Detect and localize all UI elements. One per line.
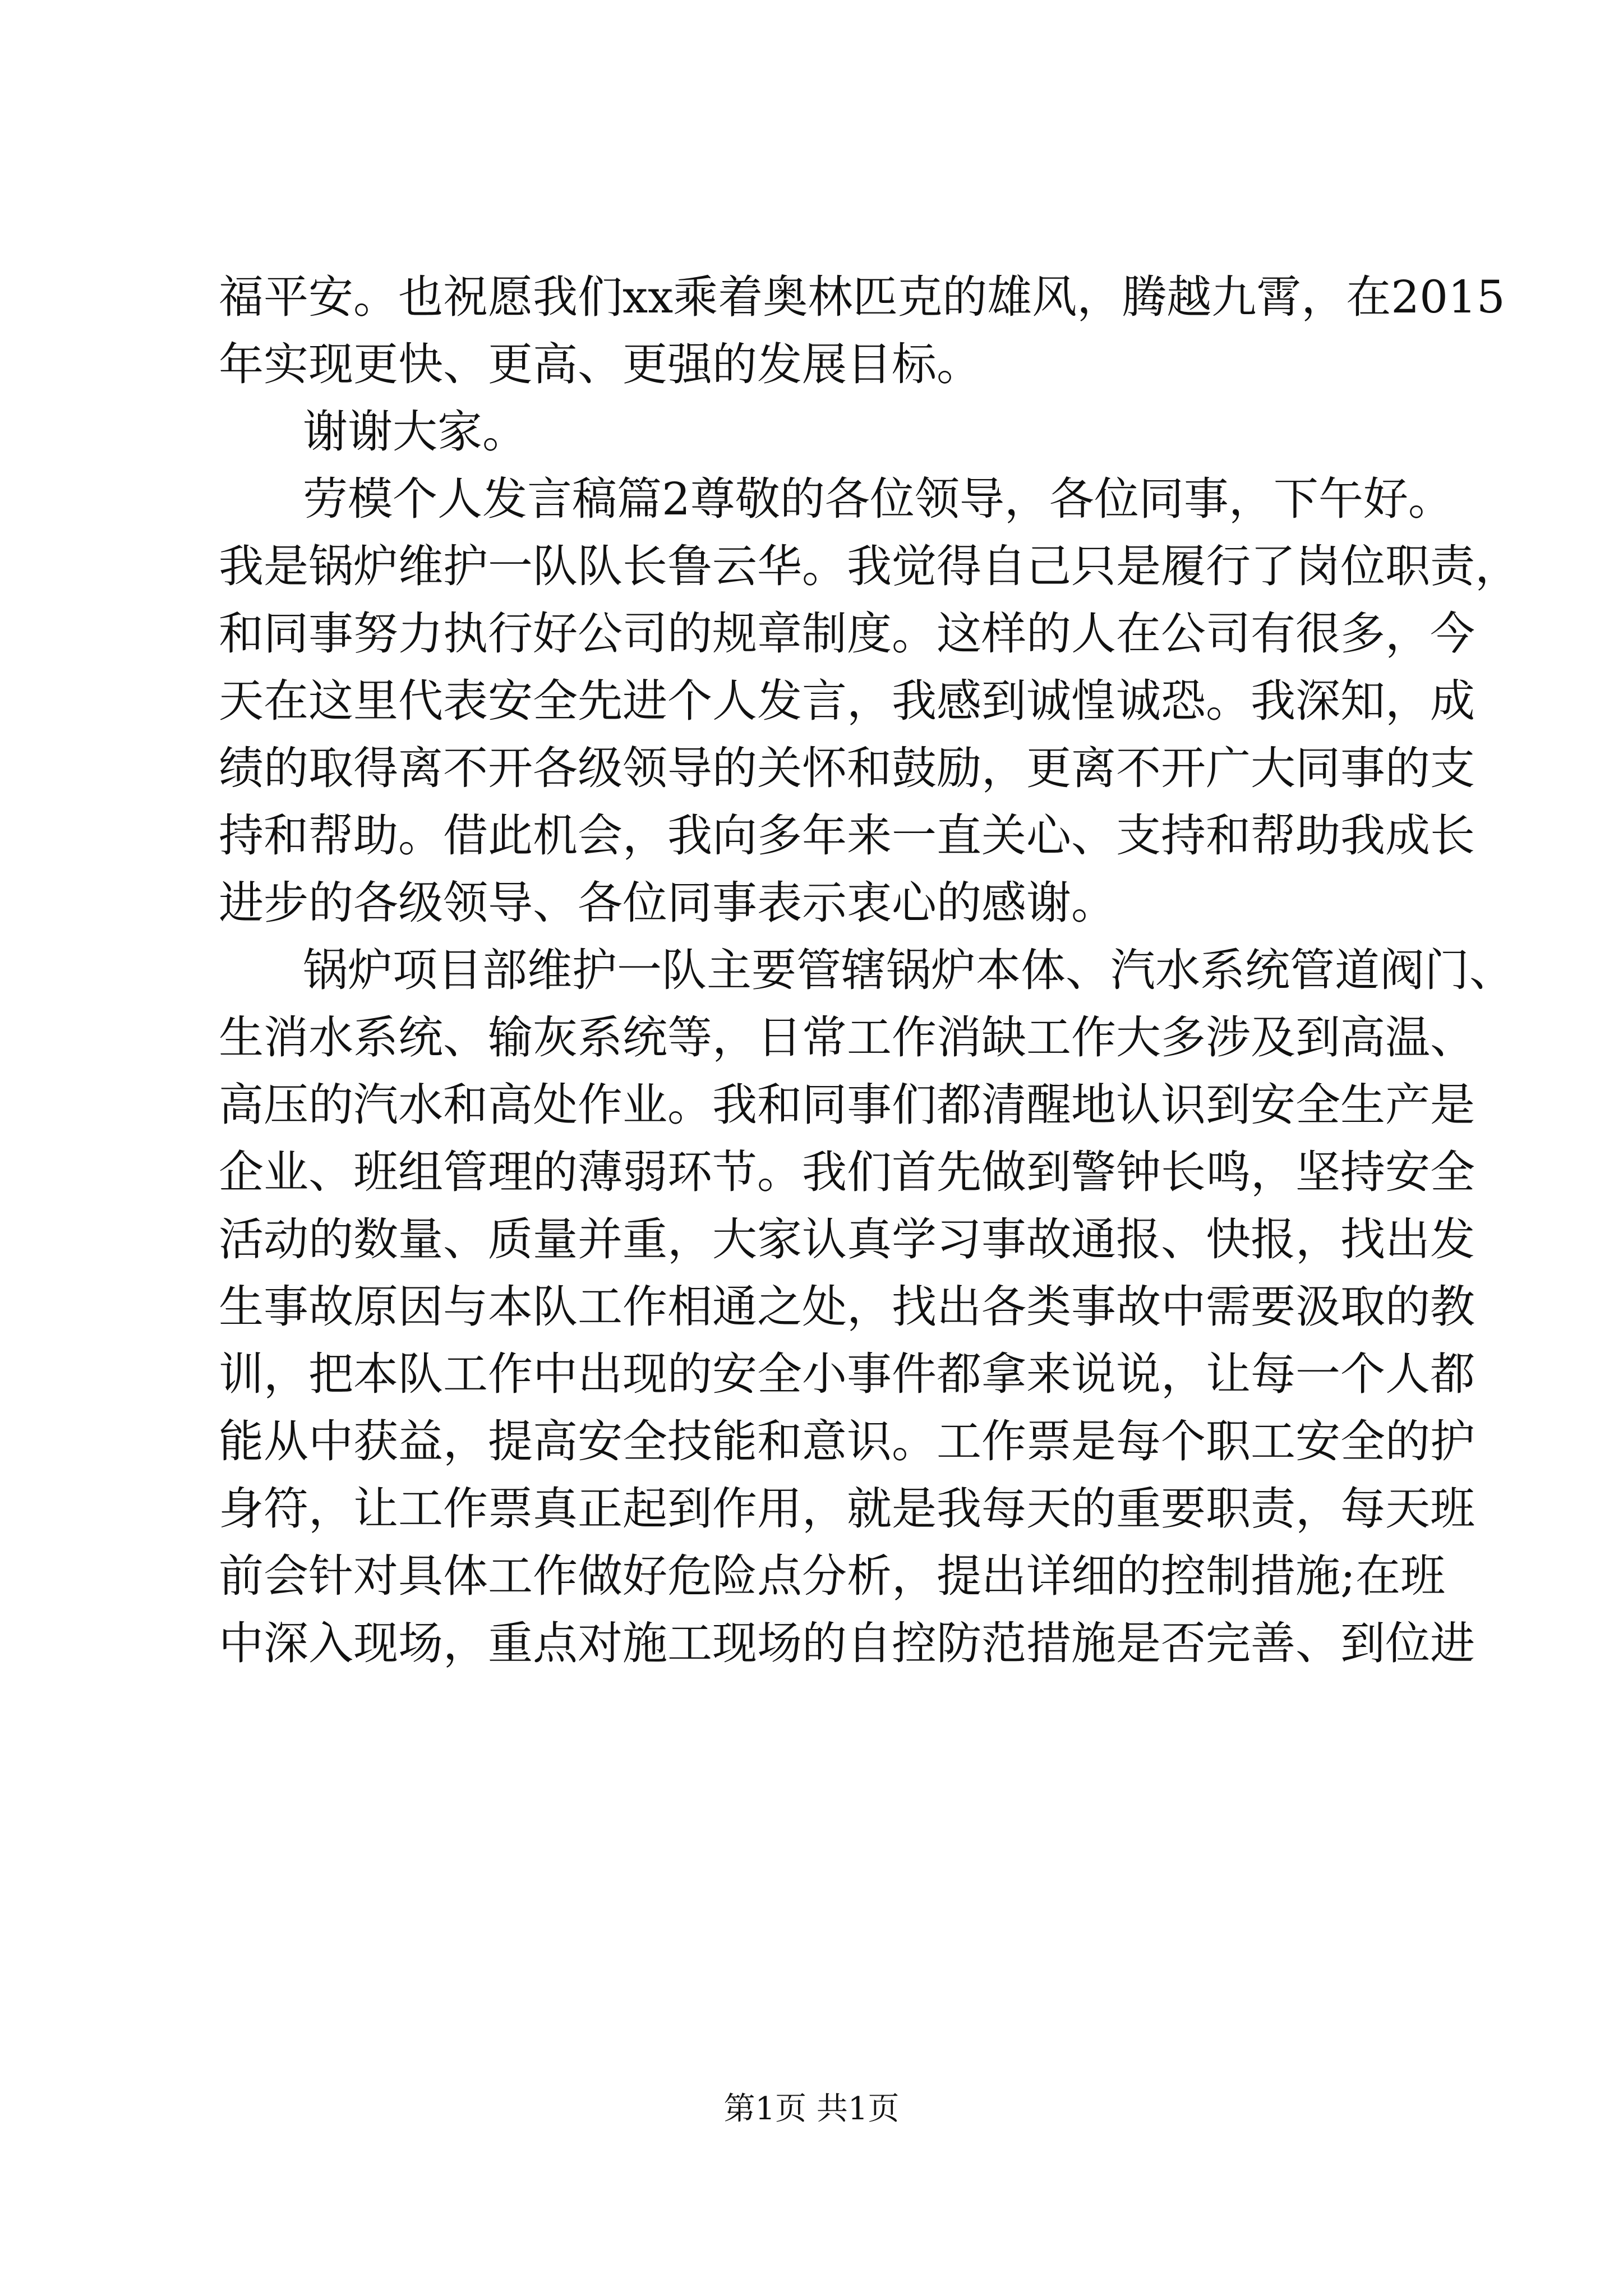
paragraph-start-line: 锅炉项目部维护一队主要管辖锅炉本体、汽水系统管道阀门、 — [303, 944, 1514, 996]
paragraph-start-line: 谢谢大家。 — [303, 406, 527, 458]
text-line: 进步的各级领导、各位同事表示衷心的感谢。 — [219, 877, 1116, 929]
text-line: 持和帮助。借此机会，我向多年来一直关心、支持和帮助我成长 — [219, 809, 1475, 862]
text-line: 福平安。也祝愿我们xx乘着奥林匹克的雄风，腾越九霄，在2015 — [219, 271, 1505, 323]
page-number-footer: 第1页 共1页 — [723, 2091, 900, 2127]
paragraph-start-line: 劳模个人发言稿篇2尊敬的各位领导，各位同事，下午好。 — [303, 473, 1453, 525]
text-line: 企业、班组管理的薄弱环节。我们首先做到警钟长鸣，坚持安全 — [219, 1146, 1475, 1198]
text-line: 身符，让工作票真正起到作用，就是我每天的重要职责，每天班 — [219, 1483, 1475, 1535]
text-line: 前会针对具体工作做好危险点分析，提出详细的控制措施;在班 — [219, 1550, 1445, 1602]
text-line: 训，把本队工作中出现的安全小事件都拿来说说，让每一个人都 — [219, 1348, 1475, 1400]
text-line: 活动的数量、质量并重，大家认真学习事故通报、快报，找出发 — [219, 1213, 1475, 1266]
text-line: 年实现更快、更高、更强的发展目标。 — [219, 338, 981, 390]
text-line: 生消水系统、输灰系统等，日常工作消缺工作大多涉及到高温、 — [219, 1011, 1475, 1064]
text-line: 和同事努力执行好公司的规章制度。这样的人在公司有很多，今 — [219, 608, 1475, 660]
text-line: 中深入现场，重点对施工现场的自控防范措施是否完善、到位进 — [219, 1617, 1475, 1669]
text-line: 能从中获益，提高安全技能和意识。工作票是每个职工安全的护 — [219, 1415, 1475, 1467]
text-line: 生事故原因与本队工作相通之处，找出各类事故中需要汲取的教 — [219, 1281, 1475, 1333]
text-line: 天在这里代表安全先进个人发言，我感到诚惶诚恐。我深知，成 — [219, 675, 1475, 727]
text-line: 我是锅炉维护一队队长鲁云华。我觉得自己只是履行了岗位职责， — [219, 540, 1520, 592]
text-line: 高压的汽水和高处作业。我和同事们都清醒地认识到安全生产是 — [219, 1079, 1475, 1131]
text-line: 绩的取得离不开各级领导的关怀和鼓励，更离不开广大同事的支 — [219, 742, 1475, 794]
